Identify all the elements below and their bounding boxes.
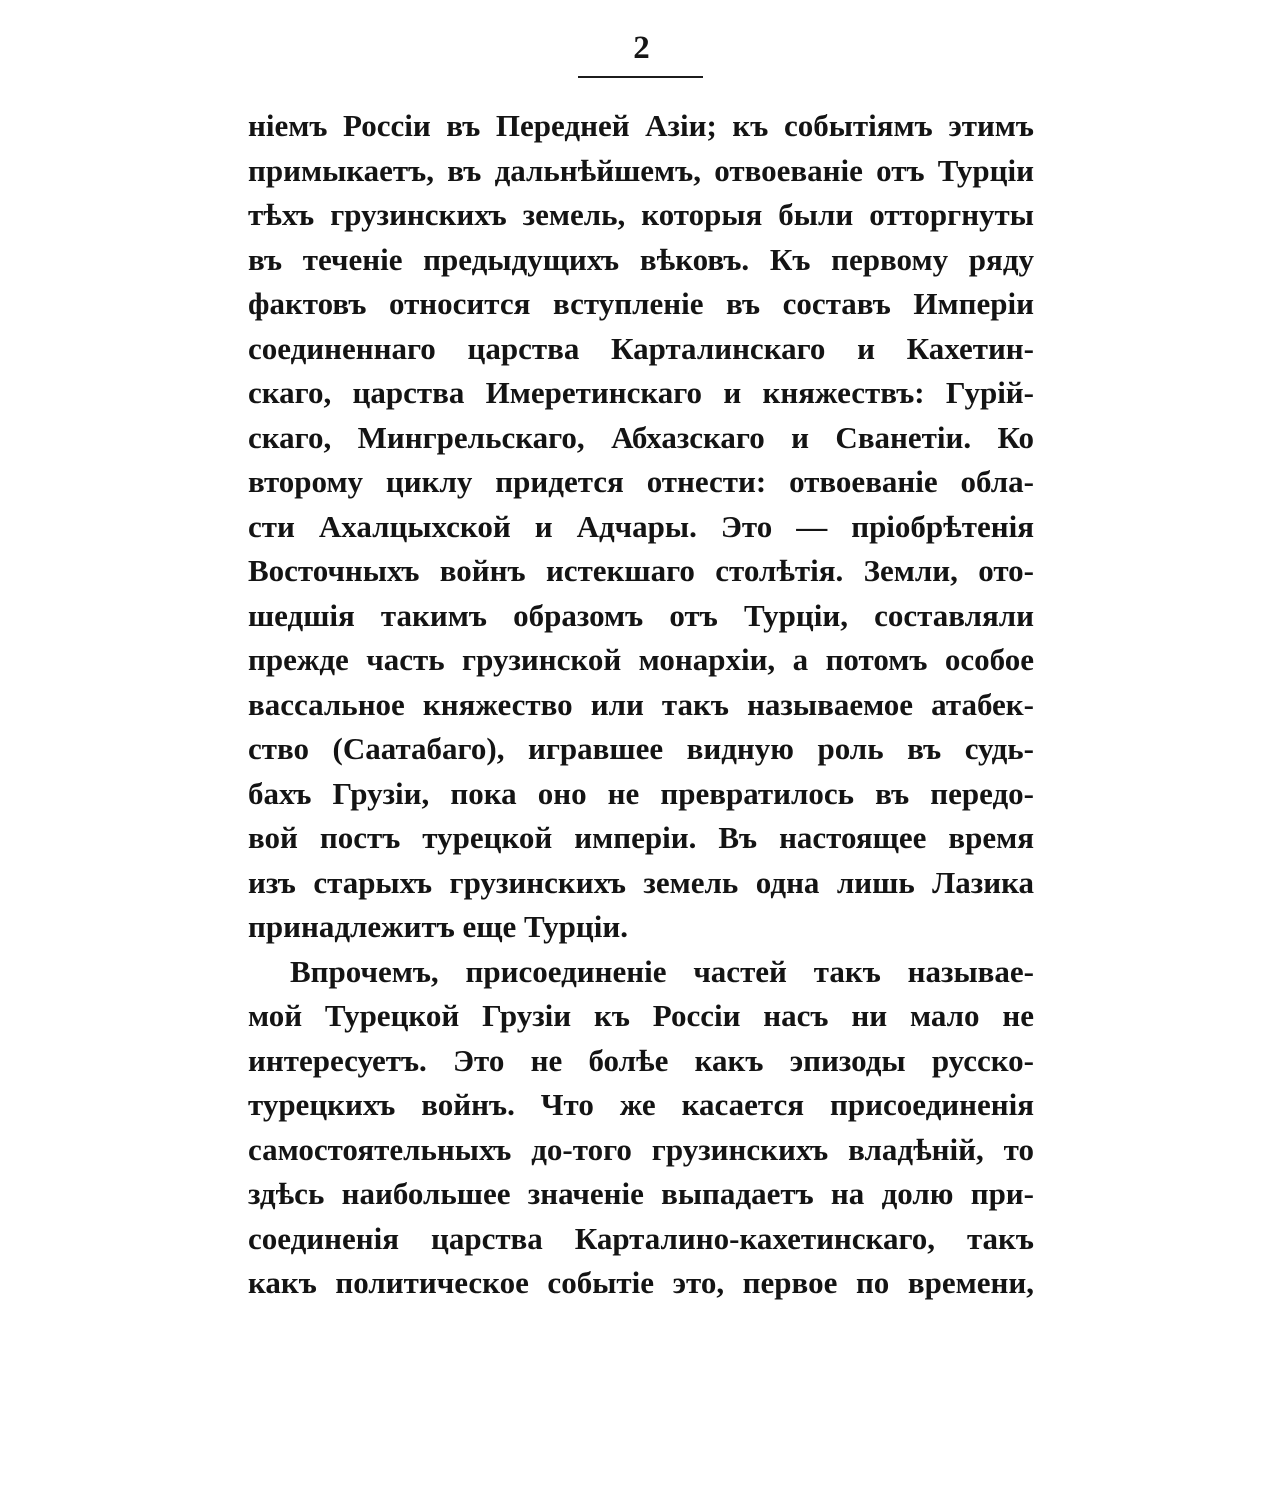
text-line: ство (Саатабаго), игравшее видную роль въ судь- xyxy=(248,731,1034,766)
text-line: принадлежитъ еще Турціи. xyxy=(248,909,628,944)
text-line: скаго, Мингрельскаго, Абхазскаго и Сванетіи. Ко xyxy=(248,419,1034,455)
paragraph xyxy=(248,104,1034,950)
text-line: вой постъ турецкой имперіи. Въ настоящее время xyxy=(248,820,1034,855)
text-line: въ теченіе предыдущихъ вѣковъ. Къ первому ряду xyxy=(248,241,1034,277)
text-line: какъ политическое событіе это, первое по времени, xyxy=(248,1265,1034,1300)
text-line: мой Турецкой Грузіи къ Россіи насъ ни мало не xyxy=(248,998,1034,1033)
text-line: тѣхъ грузинскихъ земель, которыя были отторгнуты xyxy=(248,197,1034,232)
text-line: здѣсь наибольшее значеніе выпадаетъ на долю при- xyxy=(248,1176,1034,1211)
text-line: турецкихъ войнъ. Что же касается присоединенія xyxy=(248,1087,1034,1122)
text-line: самостоятельныхъ до-того грузинскихъ владѣній, то xyxy=(248,1131,1034,1167)
text-line: прежде часть грузинской монархіи, а потомъ особое xyxy=(248,642,1034,677)
text-line: соединеннаго царства Карталинскаго и Кахетин- xyxy=(248,330,1034,366)
text-line: изъ старыхъ грузинскихъ земель одна лишь Лазика xyxy=(248,864,1034,900)
text-line: соединенія царства Карталино-кахетинскаго, такъ xyxy=(248,1220,1034,1256)
text-line: бахъ Грузіи, пока оно не превратилось въ передо- xyxy=(248,775,1034,811)
text-line: Восточныхъ войнъ истекшаго столѣтія. Земли, ото- xyxy=(248,553,1034,588)
text-line: фактовъ относится вступленіе въ составъ Имперіи xyxy=(248,286,1034,321)
text-line: ніемъ Россіи въ Передней Азіи; къ событіямъ этимъ xyxy=(248,108,1034,143)
text-line: вассальное княжество или такъ называемое атабек- xyxy=(248,686,1034,722)
page-number: 2 xyxy=(633,30,651,66)
text-line: примыкаетъ, въ дальнѣйшемъ, отвоеваніе отъ Турціи xyxy=(248,152,1034,188)
text-line: Впрочемъ, присоединеніе частей такъ называе- xyxy=(290,953,1034,989)
body-text-block xyxy=(248,104,1034,1306)
text-line: шедшія такимъ образомъ отъ Турціи, составляли xyxy=(248,597,1034,633)
text-line: интересуетъ. Это не болѣе какъ эпизоды русско- xyxy=(248,1042,1034,1078)
text-line: сти Ахалцыхской и Адчары. Это — пріобрѣтенія xyxy=(248,508,1034,544)
header-rule-divider xyxy=(578,76,703,78)
text-line: скаго, царства Имеретинскаго и княжествъ: Гурій- xyxy=(248,375,1034,410)
text-line: второму циклу придется отнести: отвоеваніе обла- xyxy=(248,464,1034,499)
paragraph xyxy=(248,950,1034,1306)
